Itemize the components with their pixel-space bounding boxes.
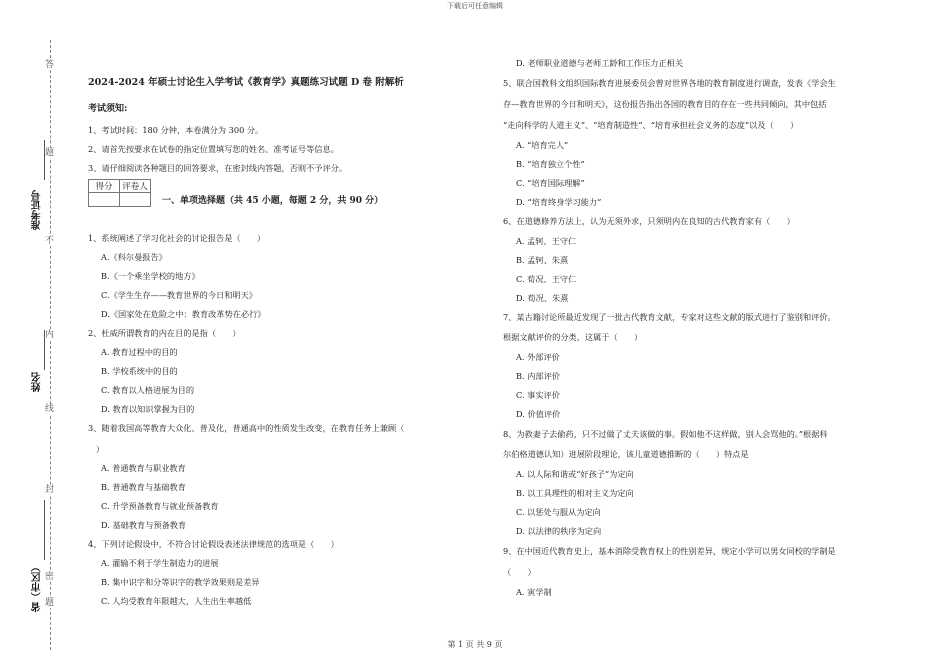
seal-char: 题: [45, 148, 55, 158]
question-option: C. “培育国际理解”: [516, 178, 585, 188]
question-option: C. 升学预备教育与就业预备教育: [101, 501, 219, 511]
page-footer: 第 1 页 共 9 页: [447, 640, 503, 649]
question-option: B. 普通教育与基础教育: [101, 482, 186, 492]
name-label: 姓名: [32, 372, 43, 392]
question-option: D. 荀况、朱熹: [516, 293, 569, 303]
question-option: A. 外部评价: [516, 352, 560, 362]
question-option: A. 以人际和谐或“好孩子”为定向: [516, 469, 634, 479]
score-cell[interactable]: [89, 193, 120, 207]
download-note: 下载后可任意编辑: [447, 2, 503, 10]
score-header: 得分: [89, 180, 120, 193]
question-option: D.《国家处在危险之中：教育改革势在必行》: [101, 309, 266, 319]
notice-item: 2、请首先按要求在试卷的指定位置填写您的姓名、准考证号等信息。: [88, 144, 339, 154]
question-option: A. “培育完人”: [516, 140, 569, 150]
exam-title: 2024-2024 年硕士讨论生入学考试《教育学》真题练习试题 D 卷 附解析: [88, 77, 404, 88]
seal-char: 线: [45, 404, 55, 414]
question-stem: 6、在道德修养方法上，认为无须外求，只须明内在良知的古代教育家有（ ）: [503, 216, 795, 226]
question-option: B. 学校系统中的目的: [101, 366, 178, 376]
question-stem-cont: 根据文献评价的分类，这属于（ ）: [503, 332, 643, 342]
question-stem: 9、在中国近代教育史上，基本消除受教育权上的性别差异，规定小学可以男女同校的学制是: [503, 546, 836, 556]
seal-char: 封: [45, 485, 55, 495]
name-field: [44, 330, 45, 370]
question-stem-cont: “走向科学的人道主义”、“培育制造性”、“培育承担社会义务的态度”以及（ ）: [503, 120, 799, 130]
question-option: D. 以法律的秩序为定向: [516, 526, 602, 536]
notice-item: 3、请仔细阅读各种题目的回答要求，在密封线内答题，否则不予评分。: [88, 163, 348, 173]
question-option: B. 内部评价: [516, 371, 560, 381]
question-option: A. 寅学制: [516, 587, 552, 597]
grader-header: 评卷人: [120, 180, 151, 193]
question-option: B.《一个乘坐学校的地方》: [101, 271, 200, 281]
question-option: D. 价值评价: [516, 409, 561, 419]
question-option: B. “培育独立个性”: [516, 159, 585, 169]
seal-char: 不: [45, 236, 55, 246]
question-option: C. 教育以人格进展为目的: [101, 385, 195, 395]
question-option: A.《科尔曼报告》: [101, 252, 167, 262]
question-option: C. 人均受教育年限越大，人生出生率越低: [101, 596, 252, 606]
question-option: A. 普通教育与职业教育: [101, 463, 186, 473]
seal-char: 答: [45, 60, 55, 70]
question-stem: 8、为救妻子去偷药，只不过做了丈夫该做的事。假如他不这样做，别人会骂他的。”根据科: [503, 429, 828, 439]
grader-cell[interactable]: [120, 193, 151, 207]
question-option: C. 事实评价: [516, 390, 560, 400]
question-stem: 7、某古籍讨论所最近发现了一批古代教育文献，专家对这些文献的版式进行了鉴别和评价。: [503, 312, 836, 322]
province-label: 省（市区）: [32, 562, 43, 612]
notice-item: 1、考试时间：180 分钟，本卷满分为 300 分。: [88, 125, 264, 135]
question-option: B. 以工具理性的相对主义为定向: [516, 488, 634, 498]
question-option: C.《学生生存——教育世界的今日和明天》: [101, 290, 257, 300]
exam-number-field: [44, 140, 45, 180]
question-option: D. “培育终身学习能力”: [516, 197, 602, 207]
question-option: D. 教育以知识掌握为目的: [101, 404, 195, 414]
seal-char: 密: [45, 572, 55, 582]
question-option: C. 荀况、王守仁: [516, 274, 577, 284]
question-stem: 4、下列讨论假设中，不符合讨论假设表述法律规范的选项是（ ）: [88, 539, 339, 549]
seal-line: [50, 40, 51, 650]
seal-char: 内: [45, 330, 55, 340]
question-stem: 2、杜威所谓教育的内在目的是指（ ）: [88, 328, 241, 338]
question-stem: 5、联合国教科文组织国际教育进展委员会曾对世界各地的教育制度进行调查，发表《学会生: [503, 78, 836, 88]
question-option: C. 以惩处与服从为定向: [516, 507, 601, 517]
question-stem: 1、系统阐述了学习化社会的讨论报告是（ ）: [88, 233, 266, 243]
score-table: [88, 179, 151, 207]
question-option: B. 集中识字和分等识字的教学效果则是差异: [101, 577, 260, 587]
question-stem-cont: 尔伯格道德认知）进展阶段理论，该儿童道德推断的（ ）特点是: [503, 449, 749, 459]
notice-heading: 考试须知:: [88, 104, 128, 114]
exam-number-label: 准考证号: [32, 190, 43, 230]
section-title: 一、单项选择题（共 45 小题，每题 2 分，共 90 分）: [162, 196, 384, 206]
question-option: D. 基础教育与预备教育: [101, 520, 187, 530]
question-option: A. 灌输不利于学生制造力的进展: [101, 558, 219, 568]
province-field: [44, 500, 45, 560]
question-stem-cont: 存—教育世界的今日和明天》，这份报告指出各国的教育目的存在一些共同倾向，其中包括: [503, 99, 827, 109]
seal-char: 题: [45, 598, 55, 608]
binding-margin: [0, 0, 72, 671]
question-stem-cont: ）: [96, 444, 105, 454]
question-option: A. 教育过程中的目的: [101, 347, 178, 357]
question-stem: 3、随着我国高等教育大众化、普及化，普通高中的性质发生改变，在教育任务上兼顾（: [88, 423, 405, 433]
question-option: D. 老师职业道德与老师工龄和工作压力正相关: [516, 58, 684, 68]
question-stem-cont: （ ）: [503, 567, 536, 577]
question-option: A. 孟轲、王守仁: [516, 236, 577, 246]
question-option: B. 孟轲、朱熹: [516, 255, 569, 265]
